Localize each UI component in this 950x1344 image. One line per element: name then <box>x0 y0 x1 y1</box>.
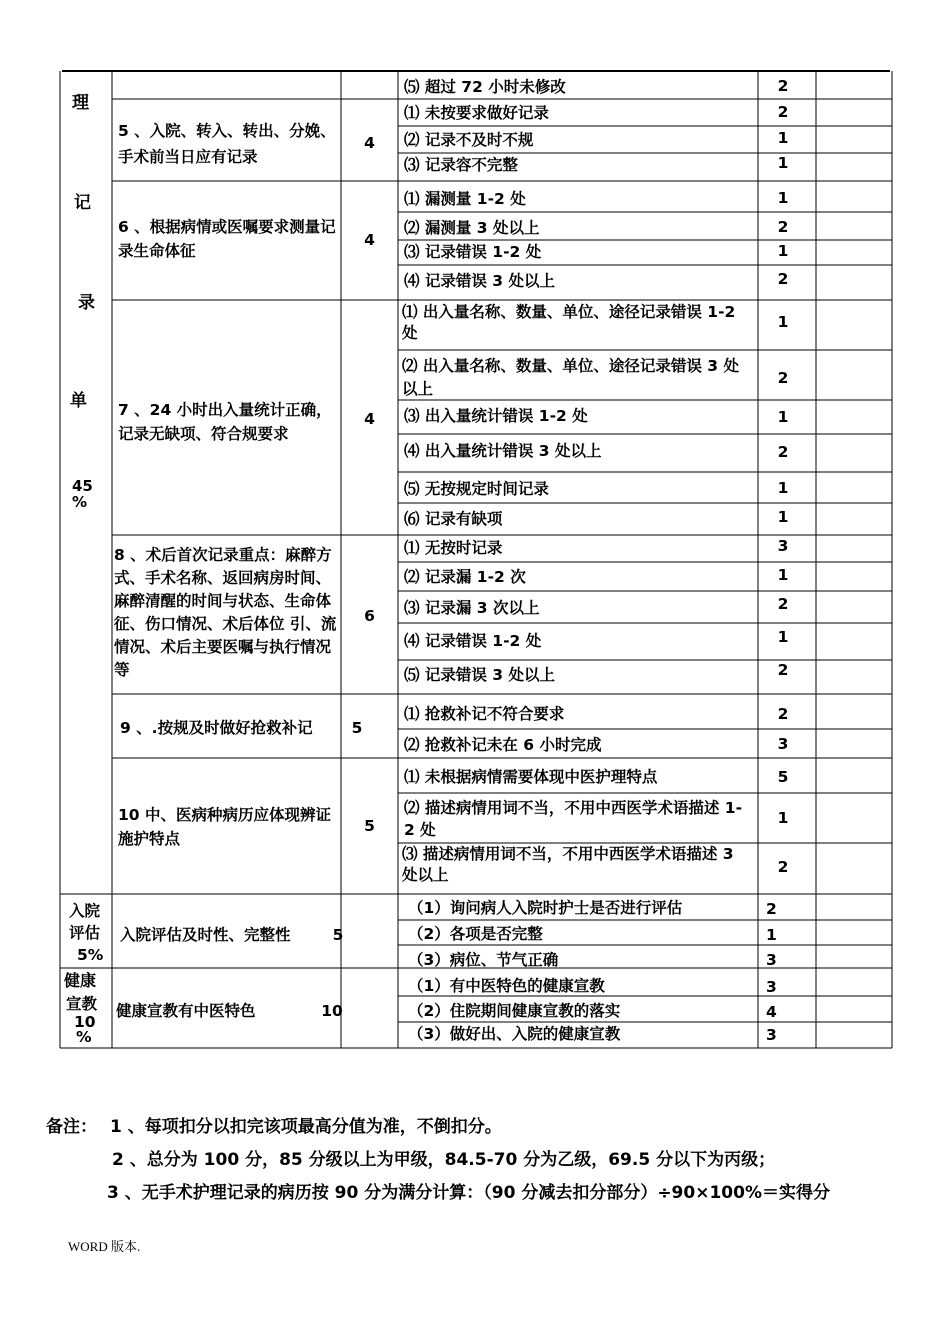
deduction-points: 1 <box>777 566 789 584</box>
item-description: 5 、入院、转入、转出、分娩、手术前当日应有记录 <box>118 122 336 166</box>
item-max-score: 10 <box>321 1002 343 1020</box>
deduction-text: ⑵ 记录漏 1-2 次 <box>404 568 526 586</box>
category-label: 健康 <box>64 971 97 990</box>
item-max-score: 4 <box>364 410 375 428</box>
deduction-points: 2 <box>777 77 789 95</box>
deduction-points: 1 <box>777 129 789 147</box>
item-description: 健康宣教有中医特色 <box>116 1002 256 1020</box>
item-max-score: 5 <box>351 719 363 737</box>
deduction-text: ⑴ 出入量名称、数量、单位、途径记录错误 1-2 处 <box>402 303 736 342</box>
deduction-points: 2 <box>777 218 789 236</box>
deduction-text: ⑵ 漏测量 3 处以上 <box>404 219 540 237</box>
section-percent: 45 % <box>72 477 93 511</box>
item-description: 入院评估及时性、完整性 <box>120 926 291 944</box>
deduction-points: 3 <box>766 978 777 996</box>
deduction-text: ⑵ 抢救补记未在 6 小时完成 <box>404 736 602 754</box>
deduction-points: 2 <box>777 369 789 387</box>
deduction-points: 3 <box>766 1026 777 1044</box>
note-line: 2 、总分为 100 分，85 分级以上为甲级，84.5-70 分为乙级，69.5 分以下为丙级； <box>112 1150 776 1170</box>
item-description: 9 、.按规及时做好抢救补记 <box>120 719 313 737</box>
section-char: 录 <box>78 293 95 313</box>
deduction-text: ⑴ 无按时记录 <box>404 539 503 557</box>
deduction-points: 3 <box>766 951 777 969</box>
deduction-points: 1 <box>766 926 777 944</box>
deduction-points: 1 <box>777 628 789 646</box>
deduction-text: （1）询问病人入院时护士是否进行评估 <box>408 899 683 917</box>
deduction-points: 2 <box>766 900 777 918</box>
deduction-text: ⑵ 记录不及时不规 <box>404 131 534 149</box>
deduction-points: 5 <box>777 768 789 786</box>
deduction-points: 2 <box>777 103 789 121</box>
note-line: 3 、无手术护理记录的病历按 90 分为满分计算：（90 分减去扣分部分）÷90×100%＝实得分 <box>107 1183 830 1203</box>
note-line: 1 、每项扣分以扣完该项最高分值为准，不倒扣分。 <box>110 1117 502 1137</box>
deduction-text: ⑶ 记录错误 1-2 处 <box>404 243 542 261</box>
deduction-points: 2 <box>777 270 789 288</box>
deduction-text: ⑶ 描述病情用词不当，不用中西医学术语描述 3 处以上 <box>402 845 734 884</box>
deduction-text: ⑹ 记录有缺项 <box>404 510 503 528</box>
category-percent: 5% <box>77 946 104 964</box>
deduction-text: ⑸ 记录错误 3 处以上 <box>404 666 555 684</box>
category-label: 入院 <box>69 902 101 920</box>
deduction-text: ⑷ 出入量统计错误 3 处以上 <box>404 442 602 460</box>
deduction-points: 3 <box>777 735 789 753</box>
notes-label: 备注： <box>46 1117 97 1137</box>
category-percent: % <box>76 1028 92 1046</box>
item-description: 8 、术后首次记录重点：麻醉方式、手术名称、返回病房时间、麻醉清醒的时间与状态、生命体征、伤口情况、术后体位 引、流情况、术后主要医嘱与执行情况等 <box>114 546 337 679</box>
deduction-text: ⑷ 记录错误 1-2 处 <box>404 632 542 650</box>
deduction-points: 1 <box>777 313 789 331</box>
deduction-points: 3 <box>777 537 789 555</box>
deduction-text: ⑴ 抢救补记不符合要求 <box>404 705 565 723</box>
item-max-score: 4 <box>364 134 375 152</box>
item-max-score: 5 <box>364 817 375 835</box>
deduction-points: 1 <box>777 189 789 207</box>
deduction-text: ⑶ 记录漏 3 次以上 <box>404 599 540 617</box>
deduction-points: 1 <box>777 242 789 260</box>
section-char: 记 <box>74 193 91 213</box>
deduction-text: ⑴ 未根据病情需要体现中医护理特点 <box>404 768 658 786</box>
footer-text: WORD 版本. <box>68 1239 141 1254</box>
item-max-score: 5 <box>332 926 344 944</box>
deduction-text: ⑷ 记录错误 3 处以上 <box>404 272 555 290</box>
deduction-points: 1 <box>777 154 789 172</box>
deduction-points: 1 <box>777 408 789 426</box>
section-char: 理 <box>72 93 89 113</box>
category-label: 评估 <box>69 924 101 942</box>
deduction-text: （2）住院期间健康宣教的落实 <box>408 1002 621 1020</box>
deduction-text: ⑵ 描述病情用词不当，不用中西医学术语描述 1-2 处 <box>404 799 743 839</box>
item-description: 10 中、医病种病历应体现辨证施护特点 <box>118 806 331 848</box>
deduction-text: ⑵ 出入量名称、数量、单位、途径记录错误 3 处以上 <box>402 357 739 398</box>
deduction-points: 2 <box>777 705 789 723</box>
deduction-text: （1）有中医特色的健康宣教 <box>408 977 605 995</box>
deduction-text: ⑶ 出入量统计错误 1-2 处 <box>404 407 588 425</box>
item-max-score: 4 <box>364 231 375 249</box>
deduction-text: ⑸ 超过 72 小时未修改 <box>404 78 566 96</box>
item-description: 6 、根据病情或医嘱要求测量记录生命体征 <box>118 218 336 260</box>
deduction-text: （3）做好出、入院的健康宣教 <box>408 1025 621 1043</box>
item-description: 7 、24 小时出入量统计正确，记录无缺项、符合规要求 <box>118 401 332 443</box>
category-percent: 10 <box>74 1013 96 1031</box>
deduction-text: ⑴ 漏测量 1-2 处 <box>404 190 526 208</box>
deduction-points: 1 <box>777 479 789 497</box>
deduction-points: 1 <box>777 809 789 827</box>
deduction-points: 2 <box>777 858 789 876</box>
deduction-points: 2 <box>777 661 789 679</box>
deduction-text: （2）各项是否完整 <box>408 925 543 943</box>
deduction-text: ⑴ 未按要求做好记录 <box>404 104 549 122</box>
deduction-points: 4 <box>766 1003 777 1021</box>
category-label: 宣教 <box>66 995 98 1013</box>
deduction-points: 2 <box>777 595 789 613</box>
item-max-score: 6 <box>364 607 375 625</box>
deduction-text: （3）病位、节气正确 <box>408 951 559 969</box>
deduction-text: ⑸ 无按规定时间记录 <box>404 480 549 498</box>
section-char: 单 <box>70 391 87 411</box>
deduction-points: 1 <box>777 508 789 526</box>
deduction-points: 2 <box>777 443 789 461</box>
deduction-text: ⑶ 记录容不完整 <box>404 156 518 174</box>
